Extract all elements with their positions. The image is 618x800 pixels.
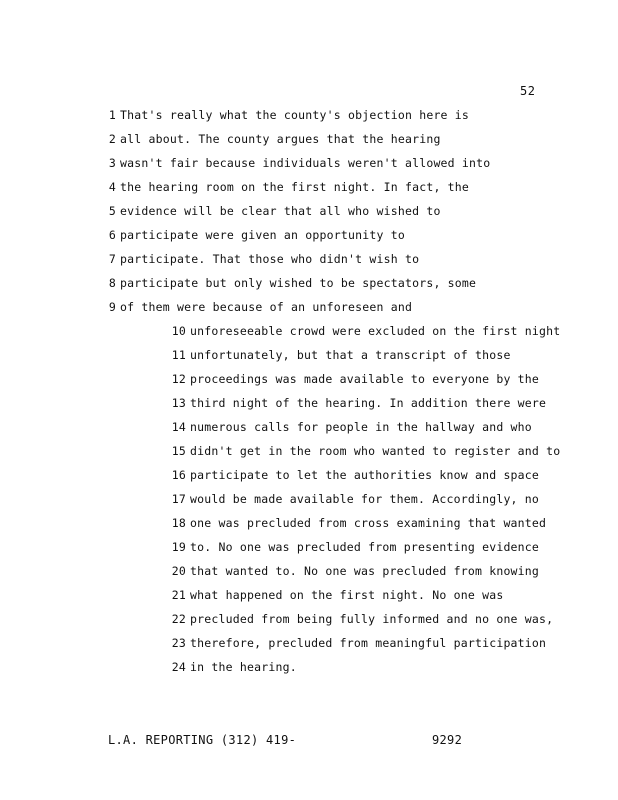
line-number: 23 [171,636,186,650]
reporter-phone-suffix: 9292 [432,733,463,747]
transcript-line [0,468,539,486]
transcript-line [0,108,469,126]
line-number: 5 [108,204,116,218]
line-text: unfortunately, but that a transcript of those [190,348,511,362]
line-number: 2 [108,132,116,146]
transcript-line [0,540,539,558]
line-text: the hearing room on the first night. In fact, the [120,180,470,194]
line-number: 3 [108,156,116,170]
line-text: unforeseeable crowd were excluded on the first night [190,324,561,338]
transcript-line [0,492,539,510]
line-text: therefore, precluded from meaningful participation [190,636,547,650]
line-text: of them were because of an unforeseen and [120,300,413,314]
line-number: 22 [171,612,186,626]
line-text: what happened on the first night. No one was [190,588,504,602]
line-number: 14 [171,420,186,434]
line-text: would be made available for them. Accordingly, no [190,492,540,506]
line-number: 11 [171,348,186,362]
page-number: 52 [520,84,536,98]
transcript-line [0,180,469,198]
transcript-line [0,372,539,390]
transcript-line [0,444,560,462]
transcript-line [0,300,412,318]
line-text: evidence will be clear that all who wished to [120,204,441,218]
transcript-line [0,132,441,150]
line-text: participate. That those who didn't wish to [120,252,420,266]
line-number: 8 [108,276,116,290]
line-text: proceedings was made available to everyone by the [190,372,540,386]
transcript-line [0,156,490,174]
line-text: participate but only wished to be spectators, some [120,276,477,290]
line-text: participate were given an opportunity to [120,228,405,242]
line-text: participate to let the authorities know and space [190,468,540,482]
line-text: that wanted to. No one was precluded from knowing [190,564,540,578]
transcript-line [0,420,532,438]
line-number: 9 [108,300,116,314]
transcript-line [0,204,441,222]
line-number: 7 [108,252,116,266]
transcript-line [0,636,546,654]
transcript-line [0,564,539,582]
line-text: all about. The county argues that the hearing [120,132,441,146]
line-number: 1 [108,108,116,122]
line-number: 6 [108,228,116,242]
line-text: numerous calls for people in the hallway and who [190,420,532,434]
transcript-line [0,612,553,630]
line-number: 20 [171,564,186,578]
line-number: 13 [171,396,186,410]
transcript-line [0,396,546,414]
line-text: didn't get in the room who wanted to register and to [190,444,561,458]
line-number: 24 [171,660,186,674]
line-number: 4 [108,180,116,194]
line-number: 18 [171,516,186,530]
transcript-line [0,228,405,246]
line-number: 16 [171,468,186,482]
line-text: third night of the hearing. In addition there were [190,396,547,410]
line-text: wasn't fair because individuals weren't allowed into [120,156,491,170]
line-number: 15 [171,444,186,458]
line-text: precluded from being fully informed and no one was, [190,612,554,626]
line-number: 19 [171,540,186,554]
transcript-line [0,660,297,678]
line-number: 12 [171,372,186,386]
line-number: 21 [171,588,186,602]
transcript-line [0,516,546,534]
line-text: in the hearing. [190,660,297,674]
transcript-line [0,348,511,366]
line-text: to. No one was precluded from presenting evidence [190,540,540,554]
line-text: That's really what the county's objection here is [120,108,470,122]
transcript-line [0,324,560,342]
transcript-line [0,588,503,606]
line-text: one was precluded from cross examining that wanted [190,516,547,530]
line-number: 17 [171,492,186,506]
transcript-line [0,276,476,294]
transcript-line [0,252,419,270]
reporter-footer [108,733,463,747]
reporter-name-phone: L.A. REPORTING (312) 419- [108,733,297,747]
line-number: 10 [171,324,186,338]
